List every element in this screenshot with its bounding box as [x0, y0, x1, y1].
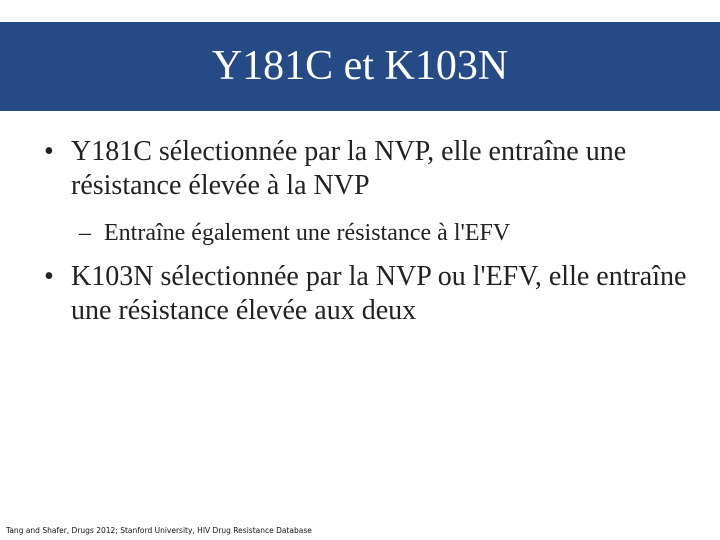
bullet-item-k103n: K103N sélectionnée par la NVP ou l'EFV, elle entraîne une résistance élevée aux deux	[71, 261, 687, 327]
sub-bullet-marker: –	[79, 220, 91, 246]
bullet-marker: •	[44, 136, 54, 167]
bullet-marker: •	[44, 261, 54, 292]
footnote: Tang and Shafer, Drugs 2012; Stanford University, HIV Drug Resistance Database	[6, 526, 312, 535]
slide-title: Y181C et K103N	[211, 43, 509, 89]
sub-bullet-item-efv: Entraîne également une résistance à l'EFV	[104, 220, 511, 246]
bullet-item-y181c: Y181C sélectionnée par la NVP, elle entraîne une résistance élevée à la NVP	[71, 136, 627, 202]
